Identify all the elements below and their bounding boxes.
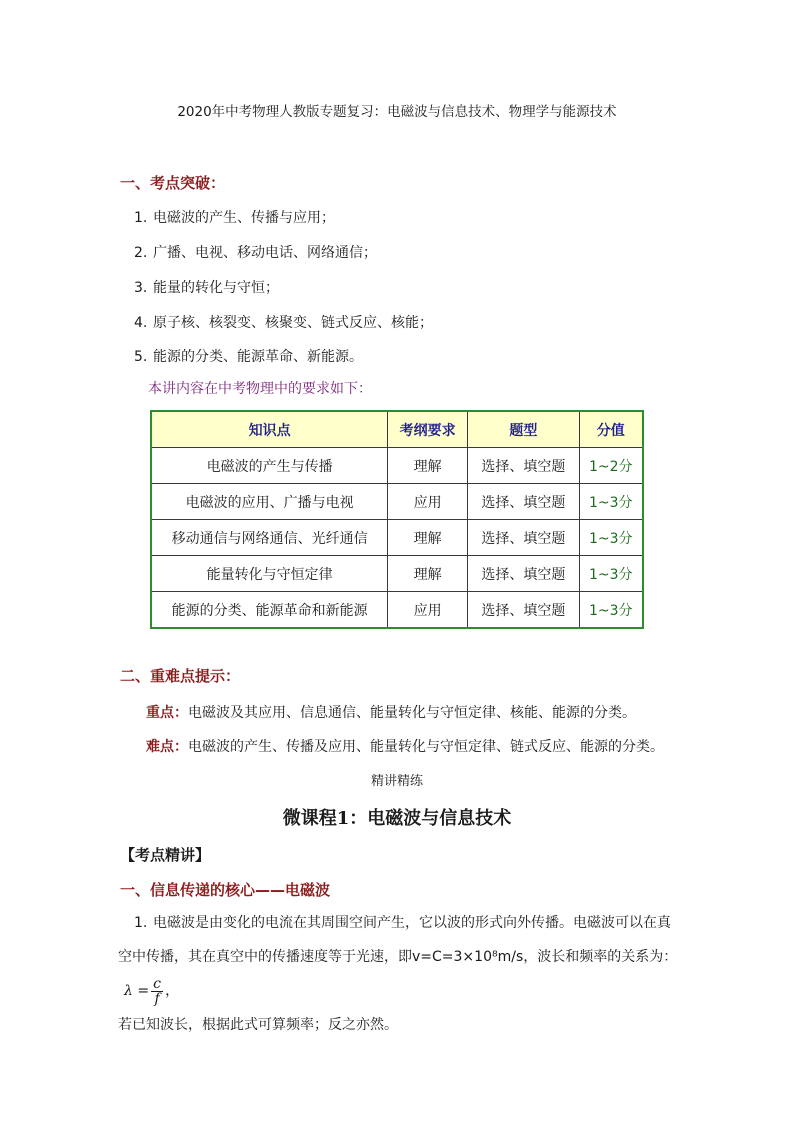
paragraph-line-1: 1. 电磁波是由变化的电流在其周围空间产生，它以波的形式向外传播。电磁波可以在真: [134, 915, 671, 931]
cell-knowledge: 能源的分类、能源革命和新能源: [151, 592, 388, 629]
list-item: 4. 原子核、核裂变、核聚变、链式反应、核能；: [134, 315, 433, 331]
list-item: 3. 能量的转化与守恒；: [134, 280, 279, 296]
difficulty-line: [146, 736, 664, 756]
cell-score: 1~3分: [579, 484, 643, 520]
cell-knowledge: 能量转化与守恒定律: [151, 556, 388, 592]
table-row: [151, 592, 643, 629]
requirements-note: 本讲内容在中考物理中的要求如下：: [148, 381, 372, 397]
header-requirement: 考纲要求: [388, 411, 468, 448]
micro-course-title: 微课程1：电磁波与信息技术: [282, 808, 512, 829]
key-point-line: [146, 702, 636, 722]
cell-requirement: 理解: [388, 556, 468, 592]
list-item: 5. 能源的分类、能源革命、新能源。: [134, 349, 363, 365]
cell-score: 1~2分: [579, 448, 643, 484]
section-heading-exam-points: 一、考点突破：: [120, 174, 226, 192]
table-row: [151, 448, 643, 484]
cell-score: 1~3分: [579, 592, 643, 629]
exam-point-heading: 【考点精讲】: [120, 846, 211, 864]
formula-lhs: λ =: [124, 983, 150, 999]
cell-requirement: 理解: [388, 520, 468, 556]
cell-knowledge: 电磁波的应用、广播与电视: [151, 484, 388, 520]
list-item: 2. 广播、电视、移动电话、网络通信；: [134, 245, 377, 261]
header-score: 分值: [579, 411, 643, 448]
subsection-heading: 一、信息传递的核心——电磁波: [120, 881, 331, 899]
table-header-row: [151, 411, 643, 448]
paragraph-line-3: 若已知波长，根据此式可算频率；反之亦然。: [118, 1017, 398, 1033]
key-point-label: 重点：: [146, 705, 188, 721]
list-item: 1. 电磁波的产生、传播与应用；: [134, 210, 335, 226]
cell-knowledge: 移动通信与网络通信、光纤通信: [151, 520, 388, 556]
paragraph-line-2: 空中传播，其在真空中的传播速度等于光速，即v=C=3×10⁸m/s，波长和频率的关系为：λ = $\frac{c}{f}$ ，: [118, 949, 678, 1007]
section-label-jingjiang: 精讲精练: [370, 774, 423, 789]
difficulty-label: 难点：: [146, 739, 188, 755]
cell-question-type: 选择、填空题: [468, 448, 580, 484]
cell-score: 1~3分: [579, 520, 643, 556]
formula-fraction: $\frac{c}{f}$: [151, 977, 163, 1006]
cell-score: 1~3分: [579, 556, 643, 592]
table-row: [151, 520, 643, 556]
cell-requirement: 理解: [388, 448, 468, 484]
document-title: 2020年中考物理人教版专题复习：电磁波与信息技术、物理学与能源技术: [177, 104, 617, 120]
cell-requirement: 应用: [388, 484, 468, 520]
section-heading-key-points: 二、重难点提示：: [120, 667, 241, 685]
requirements-table: [150, 410, 644, 629]
cell-question-type: 选择、填空题: [468, 484, 580, 520]
table-row: [151, 556, 643, 592]
difficulty-text: 电磁波的产生、传播及应用、能量转化与守恒定律、链式反应、能源的分类。: [188, 739, 664, 755]
table-row: [151, 484, 643, 520]
cell-requirement: 应用: [388, 592, 468, 629]
key-point-text: 电磁波及其应用、信息通信、能量转化与守恒定律、核能、能源的分类。: [188, 705, 636, 721]
cell-question-type: 选择、填空题: [468, 556, 580, 592]
header-knowledge: 知识点: [151, 411, 388, 448]
cell-question-type: 选择、填空题: [468, 520, 580, 556]
paragraph-electromagnetic-wave: [118, 906, 678, 1042]
cell-knowledge: 电磁波的产生与传播: [151, 448, 388, 484]
cell-question-type: 选择、填空题: [468, 592, 580, 629]
header-question-type: 题型: [468, 411, 580, 448]
